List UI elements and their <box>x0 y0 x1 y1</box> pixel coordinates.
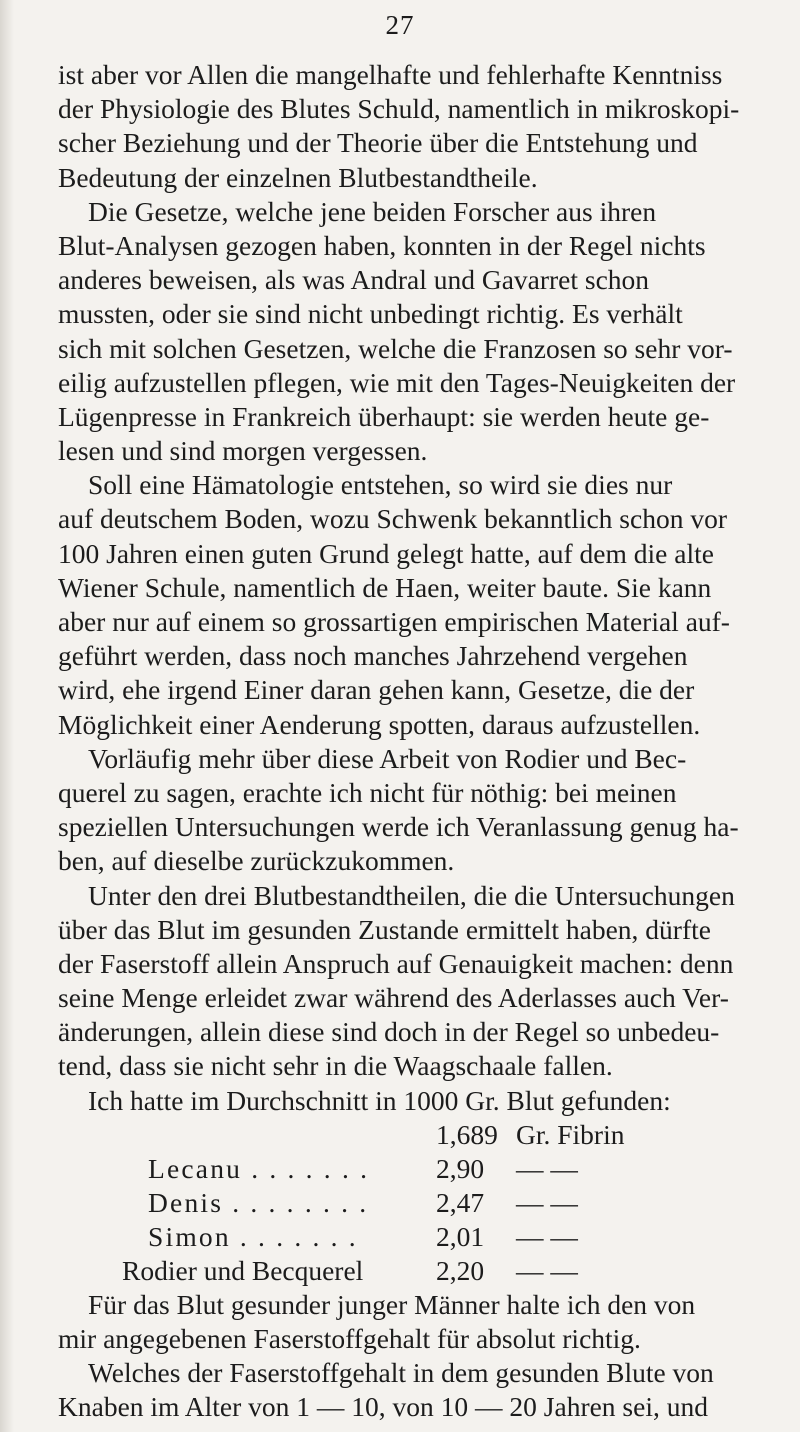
text-line: Möglichkeit einer Aenderung spotten, daraus aufzustellen. <box>58 708 701 740</box>
text-line: eilig aufzustellen pflegen, wie mit den Tages-Neuigkeiten der <box>58 366 736 398</box>
text-line: scher Beziehung und der Theorie über die Entstehung und <box>58 127 698 159</box>
table-cell-name: Simon . . . . . . . <box>148 1220 358 1252</box>
text-line: über das Blut im gesunden Zustande ermittelt haben, dürfte <box>58 913 711 945</box>
text-line: geführt werden, dass noch manches Jahrzehend vergehen <box>58 640 688 672</box>
table-row <box>58 1220 761 1254</box>
text-line: mir angegebenen Faserstoffgehalt für absolut richtig. <box>58 1323 641 1354</box>
text-line: Unter den drei Blutbestandtheilen, die die Untersuchungen <box>88 879 735 911</box>
text-line: sich mit solchen Gesetzen, welche die Franzosen so sehr vor- <box>58 332 733 364</box>
text-line: Lügenpresse in Frankreich überhaupt: sie werden heute ge- <box>58 400 710 432</box>
text-line: Soll eine Hämatologie entstehen, so wird sie dies nur <box>88 469 673 501</box>
text-line: Vorläufig mehr über diese Arbeit von Rodier und Bec- <box>88 742 687 774</box>
text-line: auf deutschem Boden, wozu Schwenk bekanntlich schon vor <box>58 503 727 535</box>
text-line: Für das Blut gesunder junger Männer halte ich den von <box>88 1288 696 1320</box>
page-number: 27 <box>385 10 415 40</box>
table-cell-value: 2,47 <box>436 1186 485 1218</box>
fibrin-table <box>58 1118 761 1288</box>
text-line: wird, ehe irgend Einer daran gehen kann, Gesetze, die der <box>58 674 695 706</box>
table-cell-unit: — — <box>516 1220 578 1252</box>
text-line: anderes beweisen, als was Andral und Gavarret schon <box>58 264 650 296</box>
text-line: aber nur auf einem so grossartigen empirischen Material auf- <box>58 606 730 637</box>
table-cell-unit: — — <box>516 1186 578 1218</box>
table-cell-unit: — — <box>516 1152 578 1184</box>
text-line: der Physiologie des Blutes Schuld, namentlich in mikroskopi- <box>58 93 740 125</box>
text-line: lesen und sind morgen vergessen. <box>58 435 428 467</box>
table-cell-unit: — — <box>516 1254 578 1286</box>
table-cell-value: 1,689 <box>436 1118 498 1150</box>
table-row <box>58 1152 761 1186</box>
text-line: Knaben im Alter von 1 — 10, von 10 — 20 Jahren sei, und <box>58 1391 708 1423</box>
text-line: änderungen, allein diese sind doch in der Regel so unbedeu- <box>58 1016 720 1048</box>
text-line: ist aber vor Allen die mangelhafte und fehlerhafte Kenntniss <box>58 59 723 90</box>
text-line: querel zu sagen, erachte ich nicht für nöthig: bei meinen <box>58 776 677 808</box>
table-row <box>58 1254 761 1288</box>
text-line: Bedeutung der einzelnen Blutbestandtheile. <box>58 161 538 193</box>
text-line: Die Gesetze, welche jene beiden Forscher aus ihren <box>88 195 657 227</box>
page-body <box>58 58 761 1425</box>
table-cell-value: 2,90 <box>436 1152 485 1184</box>
table-cell-value: 2,01 <box>436 1220 485 1252</box>
table-cell-name: Rodier und Becquerel <box>122 1254 364 1286</box>
table-row <box>58 1186 761 1220</box>
text-line: Blut-Analysen gezogen haben, konnten in der Regel nichts <box>58 229 706 261</box>
binding-shadow <box>0 0 14 1432</box>
text-line: 100 Jahren einen guten Grund gelegt hatte, auf dem die alte <box>58 537 714 569</box>
table-cell-value: 2,20 <box>436 1254 485 1286</box>
text-line: ben, auf dieselbe zurückzukommen. <box>58 845 455 877</box>
text-line: speziellen Untersuchungen werde ich Veranlassung genug ha- <box>58 811 739 843</box>
table-cell-name: Lecanu . . . . . . . <box>148 1152 370 1184</box>
text-line: der Faserstoff allein Anspruch auf Genauigkeit machen: denn <box>58 947 734 979</box>
text-line: Welches der Faserstoffgehalt in dem gesunden Blute von <box>88 1357 714 1389</box>
text-line: seine Menge erleidet zwar während des Aderlasses auch Ver- <box>58 982 729 1014</box>
table-cell-unit: Gr. Fibrin <box>516 1118 625 1150</box>
text-line: tend, dass sie nicht sehr in die Waagschaale fallen. <box>58 1050 613 1082</box>
table-row <box>58 1118 761 1152</box>
text-line: Ich hatte im Durchschnitt in 1000 Gr. Blut gefunden: <box>88 1084 671 1116</box>
text-line: mussten, oder sie sind nicht unbedingt richtig. Es verhält <box>58 298 683 330</box>
text-line: Wiener Schule, namentlich de Haen, weiter baute. Sie kann <box>58 571 712 603</box>
table-cell-name: Denis . . . . . . . . <box>148 1186 369 1218</box>
